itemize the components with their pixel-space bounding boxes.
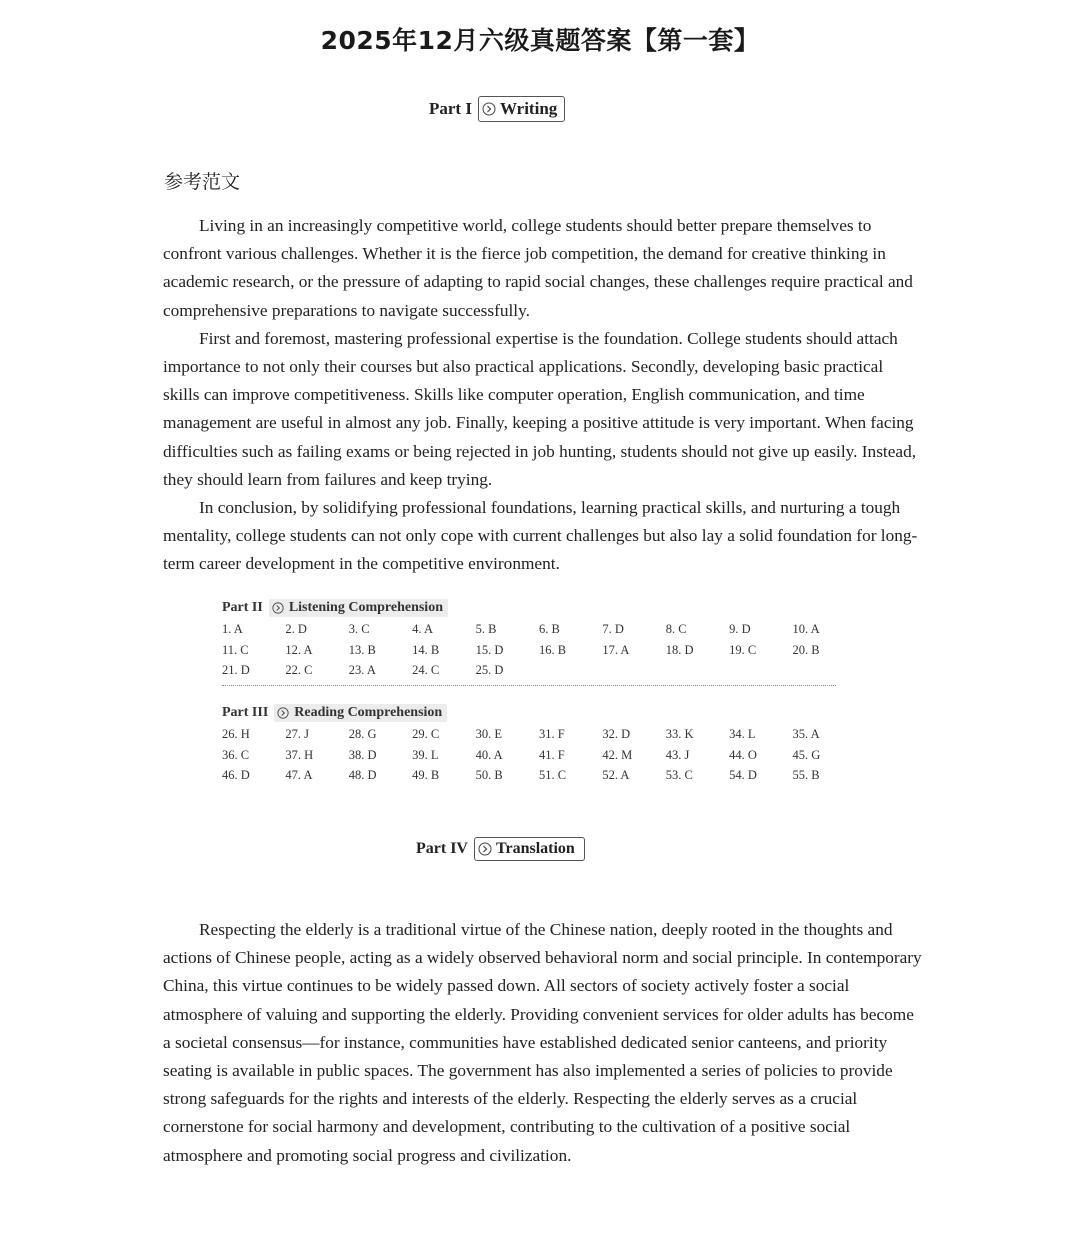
- part1-name: Writing: [499, 99, 558, 118]
- answer-row: [222, 619, 838, 640]
- answer-cell: 20. B: [792, 642, 820, 657]
- answer-cell: 34. L: [729, 726, 756, 741]
- answer-cell: 51. C: [538, 768, 567, 783]
- answer-cell: 2. D: [285, 621, 307, 636]
- answer-cell: 10. A: [792, 621, 820, 636]
- answer-cell: 30. E: [475, 726, 502, 741]
- chevron-right-circle-icon: [271, 601, 285, 615]
- answer-cell: 52. A: [602, 768, 630, 783]
- answer-cell: 33. K: [665, 726, 694, 741]
- answer-row: [222, 640, 838, 661]
- answer-cell: 4. A: [412, 621, 434, 636]
- answer-cell: 26. H: [222, 726, 250, 741]
- part3-header: [222, 702, 838, 724]
- answer-cell: 35. A: [792, 726, 820, 741]
- answer-cell: 25. D: [475, 663, 504, 678]
- answer-cell: 13. B: [348, 642, 376, 657]
- answer-cell: 16. B: [538, 642, 567, 657]
- part2-header: [222, 597, 838, 619]
- answer-cell: 40. A: [475, 747, 503, 762]
- answer-cell: 12. A: [285, 642, 313, 657]
- answer-cell: 18. D: [665, 642, 694, 657]
- answer-cell: 17. A: [602, 642, 630, 657]
- answer-row: [222, 661, 838, 682]
- answer-cell: 9. D: [729, 621, 751, 636]
- answer-cell: 32. D: [602, 726, 631, 741]
- answer-row: [222, 766, 838, 787]
- answer-cell: 44. O: [729, 747, 757, 762]
- section-divider: [222, 685, 836, 686]
- answer-cell: 41. F: [538, 747, 565, 762]
- part4-label: Part IV: [416, 840, 468, 857]
- answer-cell: 21. D: [222, 663, 250, 678]
- part2-title-box: [269, 599, 448, 617]
- answer-cell: 15. D: [475, 642, 504, 657]
- answer-cell: 28. G: [348, 726, 377, 741]
- answer-cell: 49. B: [412, 768, 440, 783]
- answer-cell: 5. B: [475, 621, 497, 636]
- answer-cell: 45. G: [792, 747, 821, 762]
- chevron-right-circle-icon: [276, 706, 290, 720]
- answer-cell: 7. D: [602, 621, 624, 636]
- answer-cell: 29. C: [412, 726, 440, 741]
- answer-cell: 42. M: [602, 747, 633, 762]
- answer-cell: 24. C: [412, 663, 440, 678]
- answer-cell: 43. J: [665, 747, 690, 762]
- essay-paragraph: Living in an increasingly competitive world, college students should better prepare themselves to confront various challenges. Whether it is the fierce job competition, the demand for creative thinking in academic research, or the pressure of adapting to rapid social changes, these challenges require practical and comprehensive preparations to navigate successfully.: [163, 216, 913, 320]
- part1-label: Part I: [429, 99, 472, 118]
- answer-cell: 14. B: [412, 642, 440, 657]
- reading-answers: [222, 702, 838, 786]
- answer-cell: 38. D: [348, 747, 377, 762]
- answer-cell: 36. C: [222, 747, 250, 762]
- answer-cell: 50. B: [475, 768, 503, 783]
- answer-cell: 23. A: [348, 663, 376, 678]
- answer-row: [222, 724, 838, 745]
- essay-paragraph: First and foremost, mastering professional expertise is the foundation. College students should attach importance to not only their courses but also practical applications. Secondly, developing basic practical skills can improve competitiveness. Skills like computer operation, English communication, and time management are useful in almost any job. Finally, keeping a positive attitude is very important. When facing difficulties such as failing exams or being rejected in job hunting, students should not give up easily. Instead, they should learn from failures and keep trying.: [163, 328, 917, 489]
- answer-cell: 39. L: [412, 747, 439, 762]
- answer-cell: 53. C: [665, 768, 693, 783]
- essay-paragraph: In conclusion, by solidifying professional foundations, learning practical skills, and nurturing a tough mentality, college students can not only cope with current challenges but also lay a solid foundation for long-term career development in the competitive environment.: [163, 498, 918, 574]
- answer-cell: 3. C: [348, 621, 370, 636]
- listening-answers: [222, 597, 838, 681]
- answer-cell: 37. H: [285, 747, 314, 762]
- part4-title-box: [474, 837, 585, 861]
- part1-header: [429, 96, 565, 122]
- part4-header: [416, 837, 585, 861]
- answer-cell: 22. C: [285, 663, 313, 678]
- answer-cell: 1. A: [222, 621, 243, 636]
- part3-title-box: [274, 704, 447, 722]
- answer-cell: 55. B: [792, 768, 820, 783]
- sample-essay: [163, 212, 923, 579]
- part3-label: Part III: [222, 705, 269, 720]
- answer-cell: 8. C: [665, 621, 687, 636]
- chevron-right-circle-icon: [482, 102, 496, 116]
- document-title: 2025年12月六级真题答案【第一套】: [320, 26, 760, 55]
- answer-cell: 54. D: [729, 768, 757, 783]
- part4-name: Translation: [495, 840, 575, 857]
- part1-title-box: [478, 96, 565, 122]
- answer-cell: 19. C: [729, 642, 757, 657]
- answer-cell: 6. B: [538, 621, 560, 636]
- answer-cell: 47. A: [285, 768, 313, 783]
- answer-cell: 11. C: [222, 642, 249, 657]
- part2-name: Listening Comprehension: [288, 600, 443, 615]
- answer-cell: 46. D: [222, 768, 250, 783]
- answer-row: [222, 745, 838, 766]
- part3-name: Reading Comprehension: [294, 705, 443, 720]
- translation-text: [163, 916, 923, 1170]
- part2-label: Part II: [222, 600, 263, 615]
- chevron-right-circle-icon: [478, 842, 492, 856]
- translation-paragraph: Respecting the elderly is a traditional virtue of the Chinese nation, deeply rooted in the thoughts and actions of Chinese people, acting as a widely observed behavioral norm and social principle. In contemporary China, this virtue continues to be widely passed down. All sectors of society actively foster a social atmosphere of valuing and supporting the elderly. Providing convenient services for older adults has become a societal consensus—for instance, communities have established dedicated senior canteens, and priority seating is available in public spaces. The government has also implemented a series of policies to provide strong safeguards for the rights and interests of the elderly. Respecting the elderly serves as a crucial cornerstone for social harmony and development, contributing to the cultivation of a positive social atmosphere and promoting social progress and civilization.: [163, 920, 922, 1165]
- answer-cell: 31. F: [538, 726, 565, 741]
- answer-cell: 48. D: [348, 768, 377, 783]
- sample-essay-heading: 参考范文: [164, 171, 241, 193]
- answer-cell: 27. J: [285, 726, 310, 741]
